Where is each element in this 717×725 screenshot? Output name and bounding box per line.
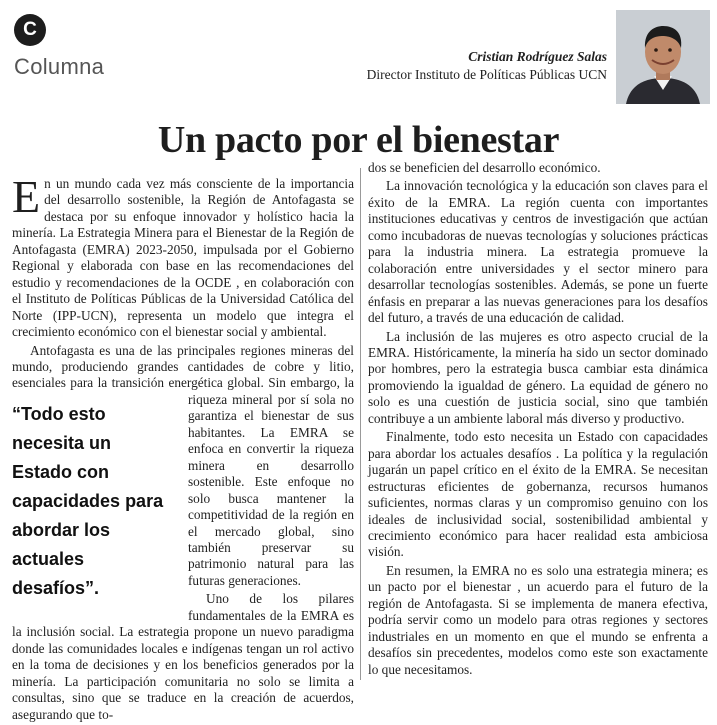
paragraph-7: En resumen, la EMRA no es solo una estrategia minera; es un pacto por el bienestar , un acuerdo para el futuro de la región de Antofagasta. Si se implementa de manera efectiva, podría servir como un modelo para otras regiones y sectores industriales en un momento en que el mundo se enfrenta a desafíos sin precedentes, modelos como este son exactamente lo que necesitamos. [368, 562, 708, 677]
author-photo [616, 10, 710, 104]
section-label: Columna [14, 54, 105, 79]
paragraph-4: La innovación tecnológica y la educación son claves para el éxito de la EMRA. La región cuenta con importantes instituciones educativas y centros de investigación que actúan como incubadoras de nuevas tecnologías y soluciones prácticas para la industria minera. La estrategia promueve la colaboración entre universidades y el sector minero para desarrollar tecnologías sostenibles. Además, se pone un fuerte énfasis en preparar a las nuevas generaciones para los desafíos del futuro, a través de una educación de calidad. [368, 178, 708, 326]
paragraph-6: Finalmente, todo esto necesita un Estado con capacidades para abordar los actuales desafíos . La política y la regulación jugarán un papel crítico en el éxito de la EMRA. Se necesitan estructuras eficientes de gobernanza, recursos humanos suficientes, normas claras y un compromiso genuino con los ideales de inclusividad social, sostenibilidad ambiental y crecimiento económico para hacer realidad esta ambiciosa visión. [368, 429, 708, 560]
paragraph-5: La inclusión de las mujeres es otro aspecto crucial de la EMRA. Históricamente, la minería ha sido un sector dominado por hombres, pero la estrategia busca cambiar esta dinámica promoviendo la igualdad de género. La equidad de género no solo es una cuestión de justicia social, sino que también contribuye a un ambiente laboral más diverso y productivo. [368, 328, 708, 426]
drop-cap: E [12, 171, 41, 222]
paragraph-2-text: Antofagasta es una de las principales regiones mineras del mundo, produciendo grandes cantidades de cobre y litio, esenciales para la transición energética global. Sin embargo, [12, 342, 354, 391]
author-title: Director Instituto de Políticas Públicas UCN [366, 67, 607, 82]
paragraph-1 [12, 171, 354, 341]
portrait-image [616, 10, 710, 104]
pull-quote: “Todo esto necesita un Estado con capacidades para abordar los actuales desafíos”. [12, 403, 164, 598]
paragraph-2-text-continued: la riqueza mineral por sí sola no garantiza el bienestar de sus habitantes. La EMRA se enfoca en convertir la riqueza minera en desarrollo sostenible. Este enfoque no solo busca mantener la competitividad de la región en el mercado global, sino también preservar su patrimonio natural para las futuras generaciones. [188, 375, 354, 588]
right-column [368, 160, 708, 680]
author-name: Cristian Rodríguez Salas [468, 49, 607, 64]
column-badge: C [14, 14, 46, 46]
column-divider [360, 168, 361, 680]
paragraph-3-text: Uno de los pilares fundamentales de la EMRA es la inclusión social. La estrategia propone un nuevo paradigma donde las comunidades locales e indígenas tengan un rol activo en la toma de decisiones y en los beneficios generados por la minería. La participación comunitaria no solo se limita a consultas, sino que se traduce en la creación de acuerdos, asegurando que to- [12, 591, 354, 722]
paragraph-1-text: n un mundo cada vez más consciente de la importancia del desarrollo sostenible, la Región de Antofagasta se destaca por su enfoque innovador y holístico hacia la minería. La Estrategia Minera para el Bienestar de la Región de Antofagasta (EMRA) 2023-2050, impulsada por el Gobierno Regional y elaborada con base en las recomendaciones del estudio y recomendaciones de la OCDE , en colaboración con el Instituto de Políticas Públicas de la Universidad Católica del Norte (IPP-UCN), representa un modelo que integra el crecimiento económico con el bienestar social y ambiental. [12, 176, 354, 340]
article-headline: Un pacto por el bienestar [157, 119, 560, 161]
paragraph-continuation: dos se beneficien del desarrollo económico. [368, 160, 601, 175]
paragraph-3 [12, 591, 354, 723]
paragraph-2 [12, 342, 354, 598]
left-column [12, 171, 354, 725]
